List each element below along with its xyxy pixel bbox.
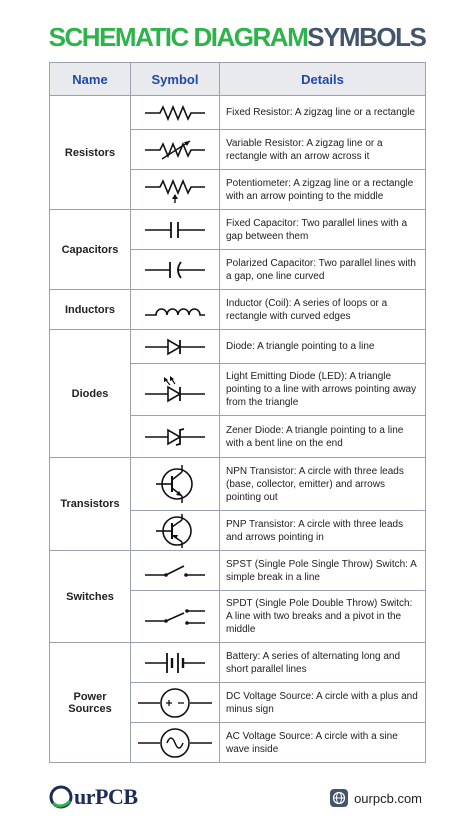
inductor-details: Inductor (Coil): A series of loops or a rectangle with curved edges	[220, 290, 426, 330]
diode-icon	[140, 335, 210, 359]
table-row	[50, 643, 426, 683]
table-header-row	[50, 63, 426, 96]
ourpcb-logo-icon	[48, 784, 74, 810]
table-row	[50, 551, 426, 591]
spst-details: SPST (Single Pole Single Throw) Switch: A simple break in a line	[220, 551, 426, 591]
ac-source-symbol	[131, 723, 220, 763]
dc-source-symbol	[131, 683, 220, 723]
variable-resistor-details: Variable Resistor: A zigzag line or a rectangle with an arrow across it	[220, 130, 426, 170]
header-name: Name	[50, 63, 131, 96]
diode-details: Diode: A triangle pointing to a line	[220, 330, 426, 364]
npn-details: NPN Transistor: A circle with three leads (base, collector, emitter) and arrows pointing out	[220, 458, 426, 511]
category-transistors: Transistors	[50, 458, 131, 551]
table-row	[50, 96, 426, 130]
category-diodes: Diodes	[50, 330, 131, 458]
potentiometer-symbol	[131, 170, 220, 210]
ac-source-icon	[135, 728, 215, 758]
pnp-details: PNP Transistor: A circle with three leads and arrows pointing in	[220, 511, 426, 551]
led-symbol	[131, 364, 220, 416]
header-symbol: Symbol	[131, 63, 220, 96]
category-switches: Switches	[50, 551, 131, 643]
globe-icon	[330, 789, 348, 807]
table-row	[50, 330, 426, 364]
website[interactable]	[330, 789, 422, 807]
potentiometer-icon	[140, 176, 210, 204]
category-resistors: Resistors	[50, 96, 131, 210]
fixed-resistor-symbol	[131, 96, 220, 130]
dc-source-details: DC Voltage Source: A circle with a plus and minus sign	[220, 683, 426, 723]
battery-details: Battery: A series of alternating long and short parallel lines	[220, 643, 426, 683]
table-row	[50, 210, 426, 250]
category-power-sources: Power Sources	[50, 643, 131, 763]
battery-symbol	[131, 643, 220, 683]
website-link[interactable]: ourpcb.com	[354, 790, 422, 806]
variable-resistor-icon	[140, 137, 210, 163]
pnp-transistor-icon	[140, 512, 210, 550]
table-row	[50, 290, 426, 330]
polarized-capacitor-symbol	[131, 250, 220, 290]
zener-icon	[140, 425, 210, 449]
npn-transistor-icon	[140, 463, 210, 505]
fixed-capacitor-icon	[140, 218, 210, 242]
spst-switch-icon	[140, 559, 210, 583]
logo-wordmark: urPCB	[74, 784, 138, 809]
inductor-symbol	[131, 290, 220, 330]
category-inductors: Inductors	[50, 290, 131, 330]
led-icon	[140, 374, 210, 406]
fixed-capacitor-symbol	[131, 210, 220, 250]
title-part1: SCHEMATIC DIAGRAM	[48, 22, 308, 52]
header-details: Details	[220, 63, 426, 96]
fixed-resistor-details: Fixed Resistor: A zigzag line or a rectangle	[220, 96, 426, 130]
symbols-table	[49, 62, 426, 763]
fixed-capacitor-details: Fixed Capacitor: Two parallel lines with a gap between them	[220, 210, 426, 250]
pnp-symbol	[131, 511, 220, 551]
title-part2: SYMBOLS	[307, 22, 426, 52]
inductor-icon	[140, 298, 210, 322]
fixed-resistor-icon	[140, 101, 210, 125]
polarized-capacitor-icon	[140, 258, 210, 282]
npn-symbol	[131, 458, 220, 511]
diode-symbol	[131, 330, 220, 364]
spdt-details: SPDT (Single Pole Double Throw) Switch: A line with two breaks and a pivot in the middle	[220, 591, 426, 643]
spdt-switch-icon	[140, 602, 210, 632]
variable-resistor-symbol	[131, 130, 220, 170]
zener-details: Zener Diode: A triangle pointing to a line with a bent line on the end	[220, 416, 426, 458]
table-row	[50, 458, 426, 511]
ac-source-details: AC Voltage Source: A circle with a sine wave inside	[220, 723, 426, 763]
page-title	[0, 22, 474, 53]
dc-source-icon	[135, 688, 215, 718]
category-capacitors: Capacitors	[50, 210, 131, 290]
spst-symbol	[131, 551, 220, 591]
led-details: Light Emitting Diode (LED): A triangle pointing to a line with arrows pointing away from the triangle	[220, 364, 426, 416]
zener-symbol	[131, 416, 220, 458]
ourpcb-logo	[48, 784, 138, 810]
battery-icon	[140, 650, 210, 676]
spdt-symbol	[131, 591, 220, 643]
polarized-capacitor-details: Polarized Capacitor: Two parallel lines with a gap, one line curved	[220, 250, 426, 290]
potentiometer-details: Potentiometer: A zigzag line or a rectangle with an arrow pointing to the middle	[220, 170, 426, 210]
